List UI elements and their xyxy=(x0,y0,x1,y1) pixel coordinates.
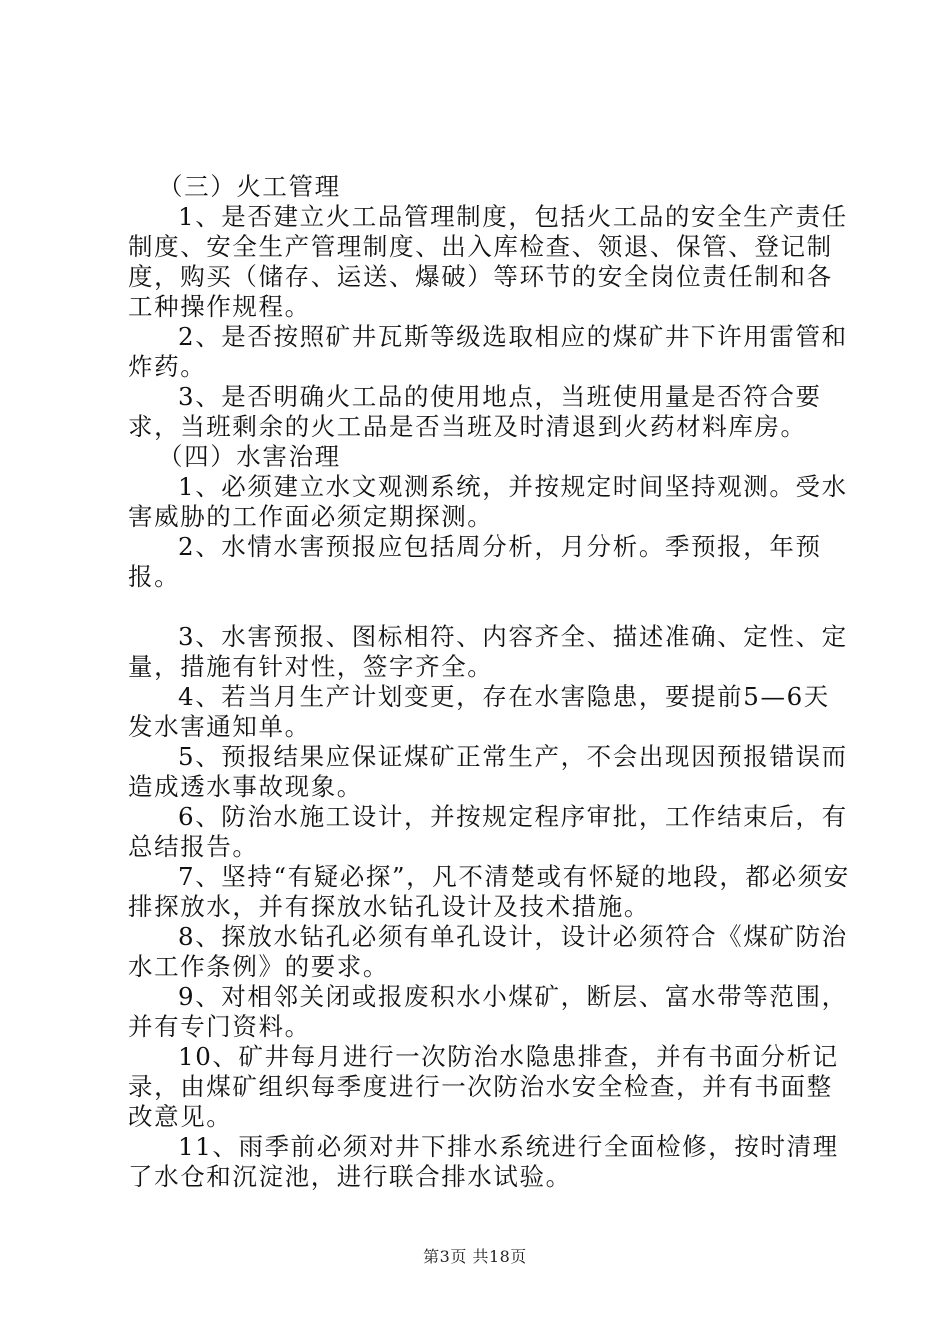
paragraph-water-10: 10、矿井每月进行一次防治水隐患排查，并有书面分析记录，由煤矿组织每季度进行一次防治水安全检查，并有书面整改意见。 xyxy=(128,1042,839,1131)
paragraph-water-4: 4、若当月生产计划变更，存在水害隐患，要提前5—6天发水害通知单。 xyxy=(128,682,830,741)
paragraph-fire-2: 2、是否按照矿井瓦斯等级选取相应的煤矿井下许用雷管和炸药。 xyxy=(128,322,848,381)
paragraph-water-3: 3、水害预报、图标相符、内容齐全、描述准确、定性、定量，措施有针对性，签字齐全。 xyxy=(128,622,848,681)
paragraph-water-1: 1、必须建立水文观测系统，并按规定时间坚持观测。受水害威胁的工作面必须定期探测。 xyxy=(128,472,848,531)
paragraph-water-5: 5、预报结果应保证煤矿正常生产，不会出现因预报错误而造成透水事故现象。 xyxy=(128,742,848,801)
paragraph-water-11: 11、雨季前必须对井下排水系统进行全面检修，按时清理了水仓和沉淀池，进行联合排水试验。 xyxy=(128,1132,839,1191)
paragraph-fire-3: 3、是否明确火工品的使用地点，当班使用量是否符合要求，当班剩余的火工品是否当班及时清退到火药材料库房。 xyxy=(128,382,822,441)
paragraph-water-8: 8、探放水钻孔必须有单孔设计，设计必须符合《煤矿防治水工作条例》的要求。 xyxy=(128,922,848,981)
paragraph-water-6: 6、防治水施工设计，并按规定程序审批，工作结束后，有总结报告。 xyxy=(128,802,848,861)
paragraph-water-7: 7、坚持“有疑必探”，凡不清楚或有怀疑的地段，都必须安排探放水，并有探放水钻孔设计及技术措施。 xyxy=(128,862,850,921)
paragraph-fire-1: 1、是否建立火工品管理制度，包括火工品的安全生产责任制度、安全生产管理制度、出入库检查、领退、保管、登记制度，购买（储存、运送、爆破）等环节的安全岗位责任制和各工种操作规程。 xyxy=(128,202,848,321)
section-heading-water-hazard: （四）水害治理 xyxy=(158,442,341,471)
paragraph-water-2: 2、水情水害预报应包括周分析，月分析。季预报，年预报。 xyxy=(128,532,822,591)
section-heading-fire-management: （三）火工管理 xyxy=(158,172,341,201)
paragraph-water-9: 9、对相邻关闭或报废积水小煤矿，断层、富水带等范围，并有专门资料。 xyxy=(128,982,848,1041)
document-body xyxy=(128,172,850,1192)
page-footer: 第3页 共18页 xyxy=(423,1247,527,1266)
